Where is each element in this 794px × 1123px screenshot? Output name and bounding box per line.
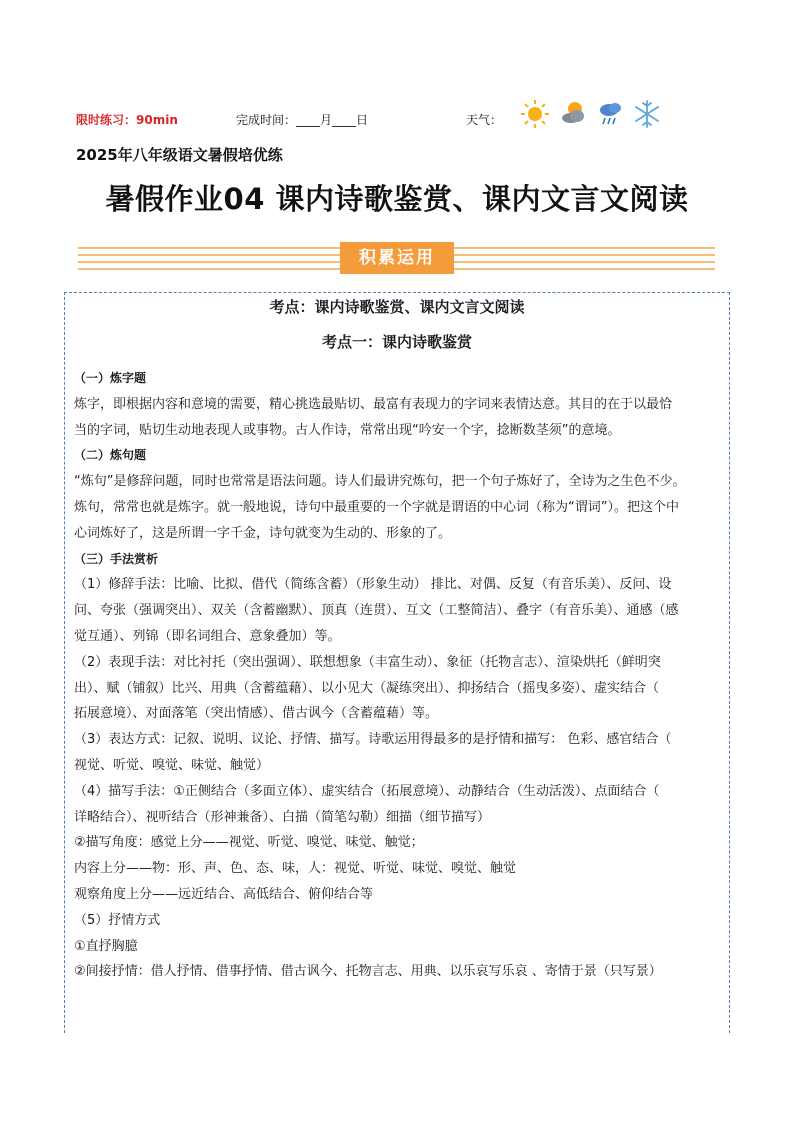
- paragraph-line: （4）描写手法：①正侧结合（多面立体）、虚实结合（拓展意境）、动静结合（生动活泼）、点面结合（: [74, 783, 660, 799]
- page-title: 暑假作业04 课内诗歌鉴赏、课内文言文阅读: [105, 182, 689, 216]
- section-heading: （三）手法赏析: [74, 551, 159, 566]
- section-heading: （二）炼句题: [74, 448, 147, 463]
- section-heading: （一）炼字题: [74, 371, 147, 385]
- completion-time-field: 完成时间：____月____日: [236, 113, 369, 127]
- paragraph-line: 详略结合）、视听结合（形神兼备）、白描（简笔勾勒）细描（细节描写）: [74, 809, 491, 825]
- paragraph-line: 出）、赋（铺叙）比兴、用典（含蓄蕴藉）、以小见大（凝练突出）、抑扬结合（摇曳多姿）、虚实结合（: [74, 680, 660, 696]
- paragraph-line: ②描写角度：感觉上分——视觉、听觉、嗅觉、味觉、触觉；: [74, 835, 424, 851]
- weather-icons: [519, 96, 669, 132]
- paragraph-line: 内容上分——物：形、声、色、态、味，人：视觉、听觉、味觉、嗅觉、触觉: [74, 861, 517, 877]
- section-badge: 积累运用: [340, 242, 454, 274]
- paragraph-line: ①直抒胸臆: [74, 938, 138, 954]
- paragraph-line: （2）表现手法：对比衬托（突出强调）、联想想象（丰富生动）、象征（托物言志）、渲染烘托（鲜明突: [74, 654, 661, 670]
- content-body: [74, 366, 724, 985]
- weather-label: 天气：: [466, 113, 503, 127]
- cloudy-sun-icon: [562, 102, 584, 123]
- paragraph-line: （1）修辞手法：比喻、比拟、借代（简练含蓄）（形象生动） 排比、对偶、反复（有音乐美）、反问、设: [74, 577, 672, 593]
- paragraph-line: 心词炼好了，这是所谓一字千金，诗句就变为生动的、形象的了。: [74, 525, 452, 541]
- paragraph-line: ②间接抒情：借人抒情、借事抒情、借古讽今、托物言志、用典、以乐哀写乐哀 、寄情于景（只写景）: [74, 964, 662, 980]
- paragraph-line: （5）抒情方式: [74, 912, 161, 928]
- paragraph-line: 炼句，常常也就是炼字。就一般地说，诗句中最重要的一个字就是谓语的中心词（称为“谓词”）。把这个中: [74, 499, 679, 515]
- snowflake-icon: [636, 101, 658, 127]
- paragraph-line: 问、夸张（强调突出）、双关（含蓄幽默）、顶真（连贯）、互文（工整简洁）、叠字（有音乐美）、通感（感: [74, 603, 679, 619]
- paragraph-line: 观察角度上分——远近结合、高低结合、俯仰结合等: [74, 886, 374, 902]
- paragraph-line: 视觉、听觉、嗅觉、味觉、触觉）: [74, 757, 270, 773]
- box-heading: 考点：课内诗歌鉴赏、课内文言文阅读: [269, 298, 525, 316]
- paragraph-line: 当的字词，贴切生动地表现人或事物。古人作诗，常常出现“吟安一个字，捻断数茎须”的意境。: [74, 422, 621, 438]
- paragraph-line: 觉互通）、列锦（即名词组合、意象叠加）等。: [74, 628, 341, 644]
- rain-icon: [600, 103, 621, 124]
- paragraph-line: “炼句”是修辞问题，同时也常常是语法问题。诗人们最讲究炼句，把一个句子炼好了，全诗为之生色不少。: [74, 474, 686, 490]
- paragraph-line: 炼字，即根据内容和意境的需要，精心挑选最贴切、最富有表现力的字词来表情达意。其目的在于以最恰: [74, 396, 673, 412]
- practice-header: [76, 108, 676, 130]
- paragraph-line: （3）表达方式：记叙、说明、议论、抒情、描写。诗歌运用得最多的是抒情和描写： 色彩、感官结合（: [74, 732, 672, 748]
- grade-title: 2025年八年级语文暑假培优练: [76, 146, 283, 164]
- box-subheading: 考点一：课内诗歌鉴赏: [321, 333, 472, 351]
- sun-icon: [521, 100, 549, 128]
- time-limit-label: 限时练习：90min: [76, 113, 178, 127]
- paragraph-line: 拓展意境）、对面落笔（突出情感）、借古讽今（含蓄蕴藉）等。: [74, 706, 439, 722]
